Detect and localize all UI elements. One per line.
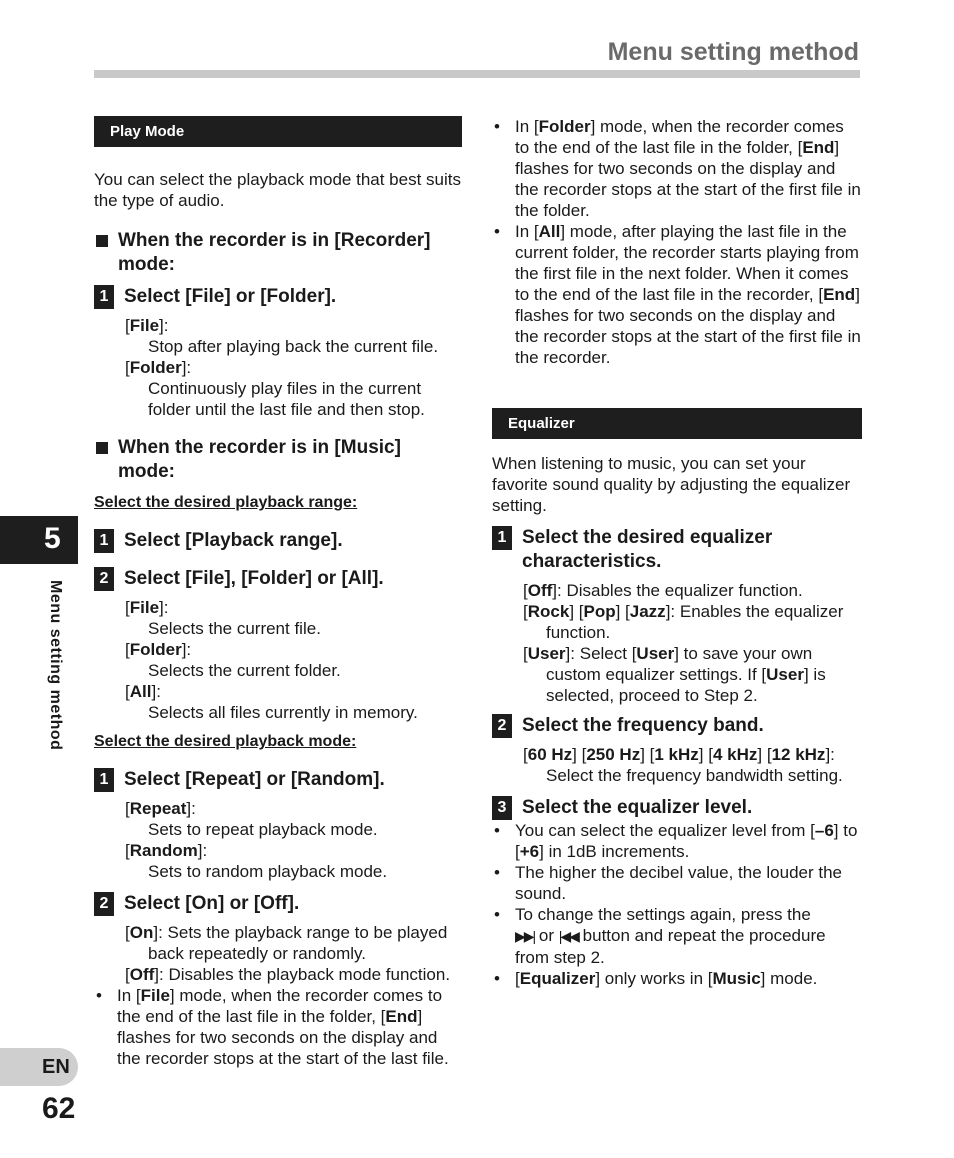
page-number: 62 <box>42 1092 76 1125</box>
option-name: Repeat <box>129 799 187 818</box>
left-column <box>94 116 462 1069</box>
play-mode-intro: You can select the playback mode that best suits the type of audio. <box>94 170 461 210</box>
option-desc: Selects all files currently in memory. <box>148 703 418 722</box>
skip-forward-icon: ▶▶| <box>515 928 535 944</box>
eq-step-2-label: Select the frequency band. <box>522 715 764 736</box>
music-mode-heading <box>94 436 462 484</box>
option-desc: : Disables the playback mode function. <box>159 965 451 984</box>
step-number-badge: 2 <box>492 714 512 738</box>
on-off-options: [On]: Sets the playback range to be played back repeatedly or randomly. [Off]: Disables the playback mode function. <box>125 923 451 984</box>
mode-step-1-label: Select [Repeat] or [Random]. <box>124 769 385 790</box>
range-step-1 <box>94 529 462 553</box>
option-name: File <box>129 598 160 617</box>
list-item: • [Equalizer] only works in [Music] mode. <box>492 968 862 989</box>
list-item: • To change the settings again, press the ▶▶| or |◀◀ button and repeat the procedure from step 2. <box>492 904 862 968</box>
play-mode-section-title: Play Mode <box>94 116 462 147</box>
eq-step-1 <box>492 526 862 574</box>
step-number-badge: 3 <box>492 796 512 820</box>
page-header-title: Menu setting method <box>607 38 859 66</box>
option-desc: Continuously play files in the current folder until the last file and then stop. <box>148 379 425 419</box>
language-label: EN <box>42 1056 70 1078</box>
range-step-1-label: Select [Playback range]. <box>124 530 343 551</box>
range-heading: Select the desired playback range: <box>94 494 358 511</box>
right-column <box>492 116 862 989</box>
eq-step-2 <box>492 714 862 738</box>
chapter-number: 5 <box>44 522 61 555</box>
music-mode-heading-text: When the recorder is in [Music] mode: <box>118 437 401 482</box>
option-desc: Sets to repeat playback mode. <box>148 820 378 839</box>
option-desc: Sets to random playback mode. <box>148 862 388 881</box>
skip-back-icon: |◀◀ <box>558 928 578 944</box>
list-item: • In [All] mode, after playing the last file in the current folder, the recorder starts playing from the first file in the next folder. When it comes to the end of the last file in the recorder, [End] flashes for two seconds on the display and the recorder stops at the start of the first file in the recorder. <box>492 221 862 368</box>
list-item: • You can select the equalizer level from [–6] to [+6] in 1dB increments. <box>492 820 862 862</box>
square-bullet-icon <box>96 442 108 454</box>
eq-step-1-label: Select the desired equalizer characteristics. <box>522 527 773 572</box>
option-name: Random <box>129 841 198 860</box>
folder-all-notes <box>492 116 862 368</box>
option-name: Folder <box>129 640 182 659</box>
mode-step-2-label: Select [On] or [Off]. <box>124 893 300 914</box>
option-desc: : Sets the playback range to be played back repeatedly or randomly. <box>148 923 448 963</box>
recorder-mode-heading-text: When the recorder is in [Recorder] mode: <box>118 230 431 275</box>
eq-step-3 <box>492 796 862 820</box>
range-step-2-label: Select [File], [Folder] or [All]. <box>124 568 384 589</box>
square-bullet-icon <box>96 235 108 247</box>
header-rule <box>94 70 860 78</box>
equalizer-intro: When listening to music, you can set your favorite sound quality by adjusting the equalizer setting. <box>492 454 851 515</box>
option-desc: Selects the current file. <box>148 619 321 638</box>
option-name: Off <box>527 581 553 600</box>
step-number-badge: 1 <box>94 529 114 553</box>
mode-options: [Repeat]: Sets to repeat playback mode. [Random]: Sets to random playback mode. <box>94 798 462 882</box>
option-name: On <box>129 923 154 942</box>
mode-step-1 <box>94 768 462 792</box>
eq-notes <box>492 820 862 989</box>
equalizer-section-title: Equalizer <box>492 408 862 439</box>
file-mode-notes <box>94 985 462 1069</box>
rec-step-1 <box>94 285 462 309</box>
list-item: • The higher the decibel value, the louder the sound. <box>492 862 862 904</box>
eq-options: [Off]: Disables the equalizer function. [Rock] [Pop] [Jazz]: Enables the equalizer function. [User]: Select [User] to save your own custom equalizer settings. If [User] is selected, proceed to Step 2. <box>523 581 844 705</box>
option-name: All <box>129 682 152 701</box>
step-number-badge: 2 <box>94 892 114 916</box>
option-desc: Selects the current folder. <box>148 661 341 680</box>
rec-options: [File]: Stop after playing back the current file. [Folder]: Continuously play files in the current folder until the last file and then stop. <box>94 315 462 420</box>
option-name: Folder <box>129 358 182 377</box>
list-item: • In [Folder] mode, when the recorder comes to the end of the last file in the folder, [End] flashes for two seconds on the display and the recorder stops at the start of the first file in the folder. <box>492 116 862 221</box>
mode-step-2 <box>94 892 462 916</box>
eq-step-3-label: Select the equalizer level. <box>522 797 753 818</box>
chapter-side-label: Menu setting method <box>47 580 64 751</box>
range-options: [File]: Selects the current file. [Folder]: Selects the current folder. [All]: Selects all files currently in memory. <box>94 597 462 723</box>
step-number-badge: 1 <box>492 526 512 550</box>
option-name: File <box>129 316 160 335</box>
freq-options: [60 Hz] [250 Hz] [1 kHz] [4 kHz] [12 kHz]: Select the frequency bandwidth setting. <box>523 745 843 785</box>
step-number-badge: 1 <box>94 285 114 309</box>
rec-step-1-label: Select [File] or [Folder]. <box>124 286 337 307</box>
range-step-2 <box>94 567 462 591</box>
recorder-mode-heading <box>94 229 462 277</box>
option-name: Off <box>129 965 155 984</box>
option-desc: Stop after playing back the current file. <box>148 337 439 356</box>
list-item: • In [File] mode, when the recorder comes to the end of the last file in the folder, [End] flashes for two seconds on the display and the recorder stops at the start of the last file. <box>94 985 462 1069</box>
mode-heading: Select the desired playback mode: <box>94 733 357 750</box>
chapter-tab <box>0 516 78 564</box>
step-number-badge: 1 <box>94 768 114 792</box>
step-number-badge: 2 <box>94 567 114 591</box>
